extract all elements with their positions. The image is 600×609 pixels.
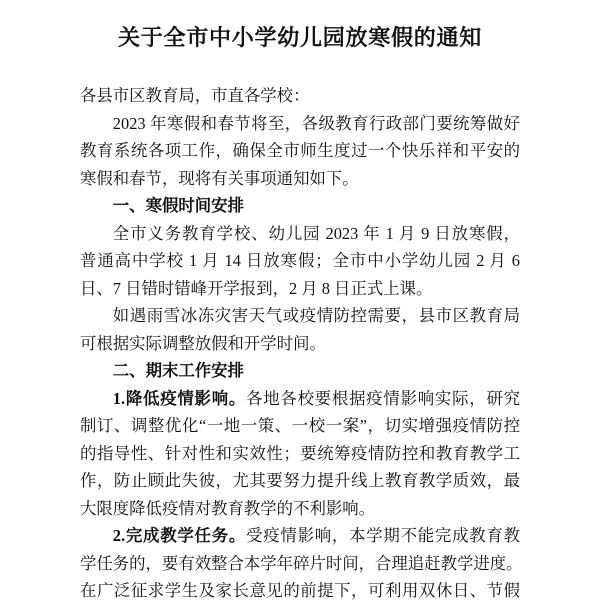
paragraph-line: 教育系统各项工作，确保全市师生度过一个快乐祥和平安的 xyxy=(80,141,520,160)
item-reduce-epidemic-impact xyxy=(80,385,520,523)
document-title: 关于全市中小学幼儿园放寒假的通知 xyxy=(117,25,482,50)
paragraph-line: 在广泛征求学生及家长意见的前提下，可利用双休日、节假 xyxy=(80,581,520,600)
paragraph-line: 学任务的，要有效整合本学年碎片时间，合理追赶教学进度。 xyxy=(80,553,523,573)
line-text: 受疫情影响，本学期不能完成教育教 xyxy=(246,526,520,545)
intro-paragraph xyxy=(80,110,520,193)
notice-body xyxy=(80,82,523,605)
paragraph-line xyxy=(80,522,520,550)
paragraph-line xyxy=(80,385,520,413)
paragraph-line: 的指导性、针对性和实效性；要统筹疫情防控和教育教学工 xyxy=(80,443,520,463)
item-complete-teaching-tasks xyxy=(80,522,523,605)
paragraph-line: 大限度降低疫情对教育教学的不利影响。 xyxy=(80,498,376,518)
bold-lead: 2.完成教学任务。 xyxy=(112,526,247,545)
section-heading-vacation-schedule: 一、寒假时间安排 xyxy=(112,196,244,215)
salutation: 各县市区教育局，市直各学校： xyxy=(80,86,310,105)
paragraph-line: 寒假和春节，现将有关事项通知如下。 xyxy=(80,168,359,188)
paragraph-line: 日、7 日错时错峰开学报到，2 月 8 日正式上课。 xyxy=(80,278,433,298)
paragraph-line: 可根据实际调整放假和开学时间。 xyxy=(80,333,326,353)
paragraph-line: 制订、调整优化“一地一策、一校一案”，切实增强疫情防控 xyxy=(80,416,520,435)
paragraph-line: 普通高中学校 1 月 14 日放寒假；全市中小学幼儿园 2 月 6 xyxy=(80,251,520,270)
vacation-dates-paragraph xyxy=(80,220,520,303)
adjustment-paragraph xyxy=(80,302,520,357)
paragraph-line: 如遇雨雪冰冻灾害天气或疫情防控需要，县市区教育局 xyxy=(112,306,520,325)
line-text: 各地各校要根据疫情影响实际，研究 xyxy=(246,388,520,408)
paragraph-line: 2023 年寒假和春节将至，各级教育行政部门要统筹做好 xyxy=(112,113,520,133)
bold-lead: 1.降低疫情影响。 xyxy=(112,388,247,408)
paragraph-line: 作，防止顾此失彼，尤其要努力提升线上教育教学质效，最 xyxy=(80,471,520,490)
section-heading-term-end-work: 二、期末工作安排 xyxy=(112,361,244,380)
paragraph-line: 全市义务教育学校、幼儿园 2023 年 1 月 9 日放寒假， xyxy=(112,223,520,243)
